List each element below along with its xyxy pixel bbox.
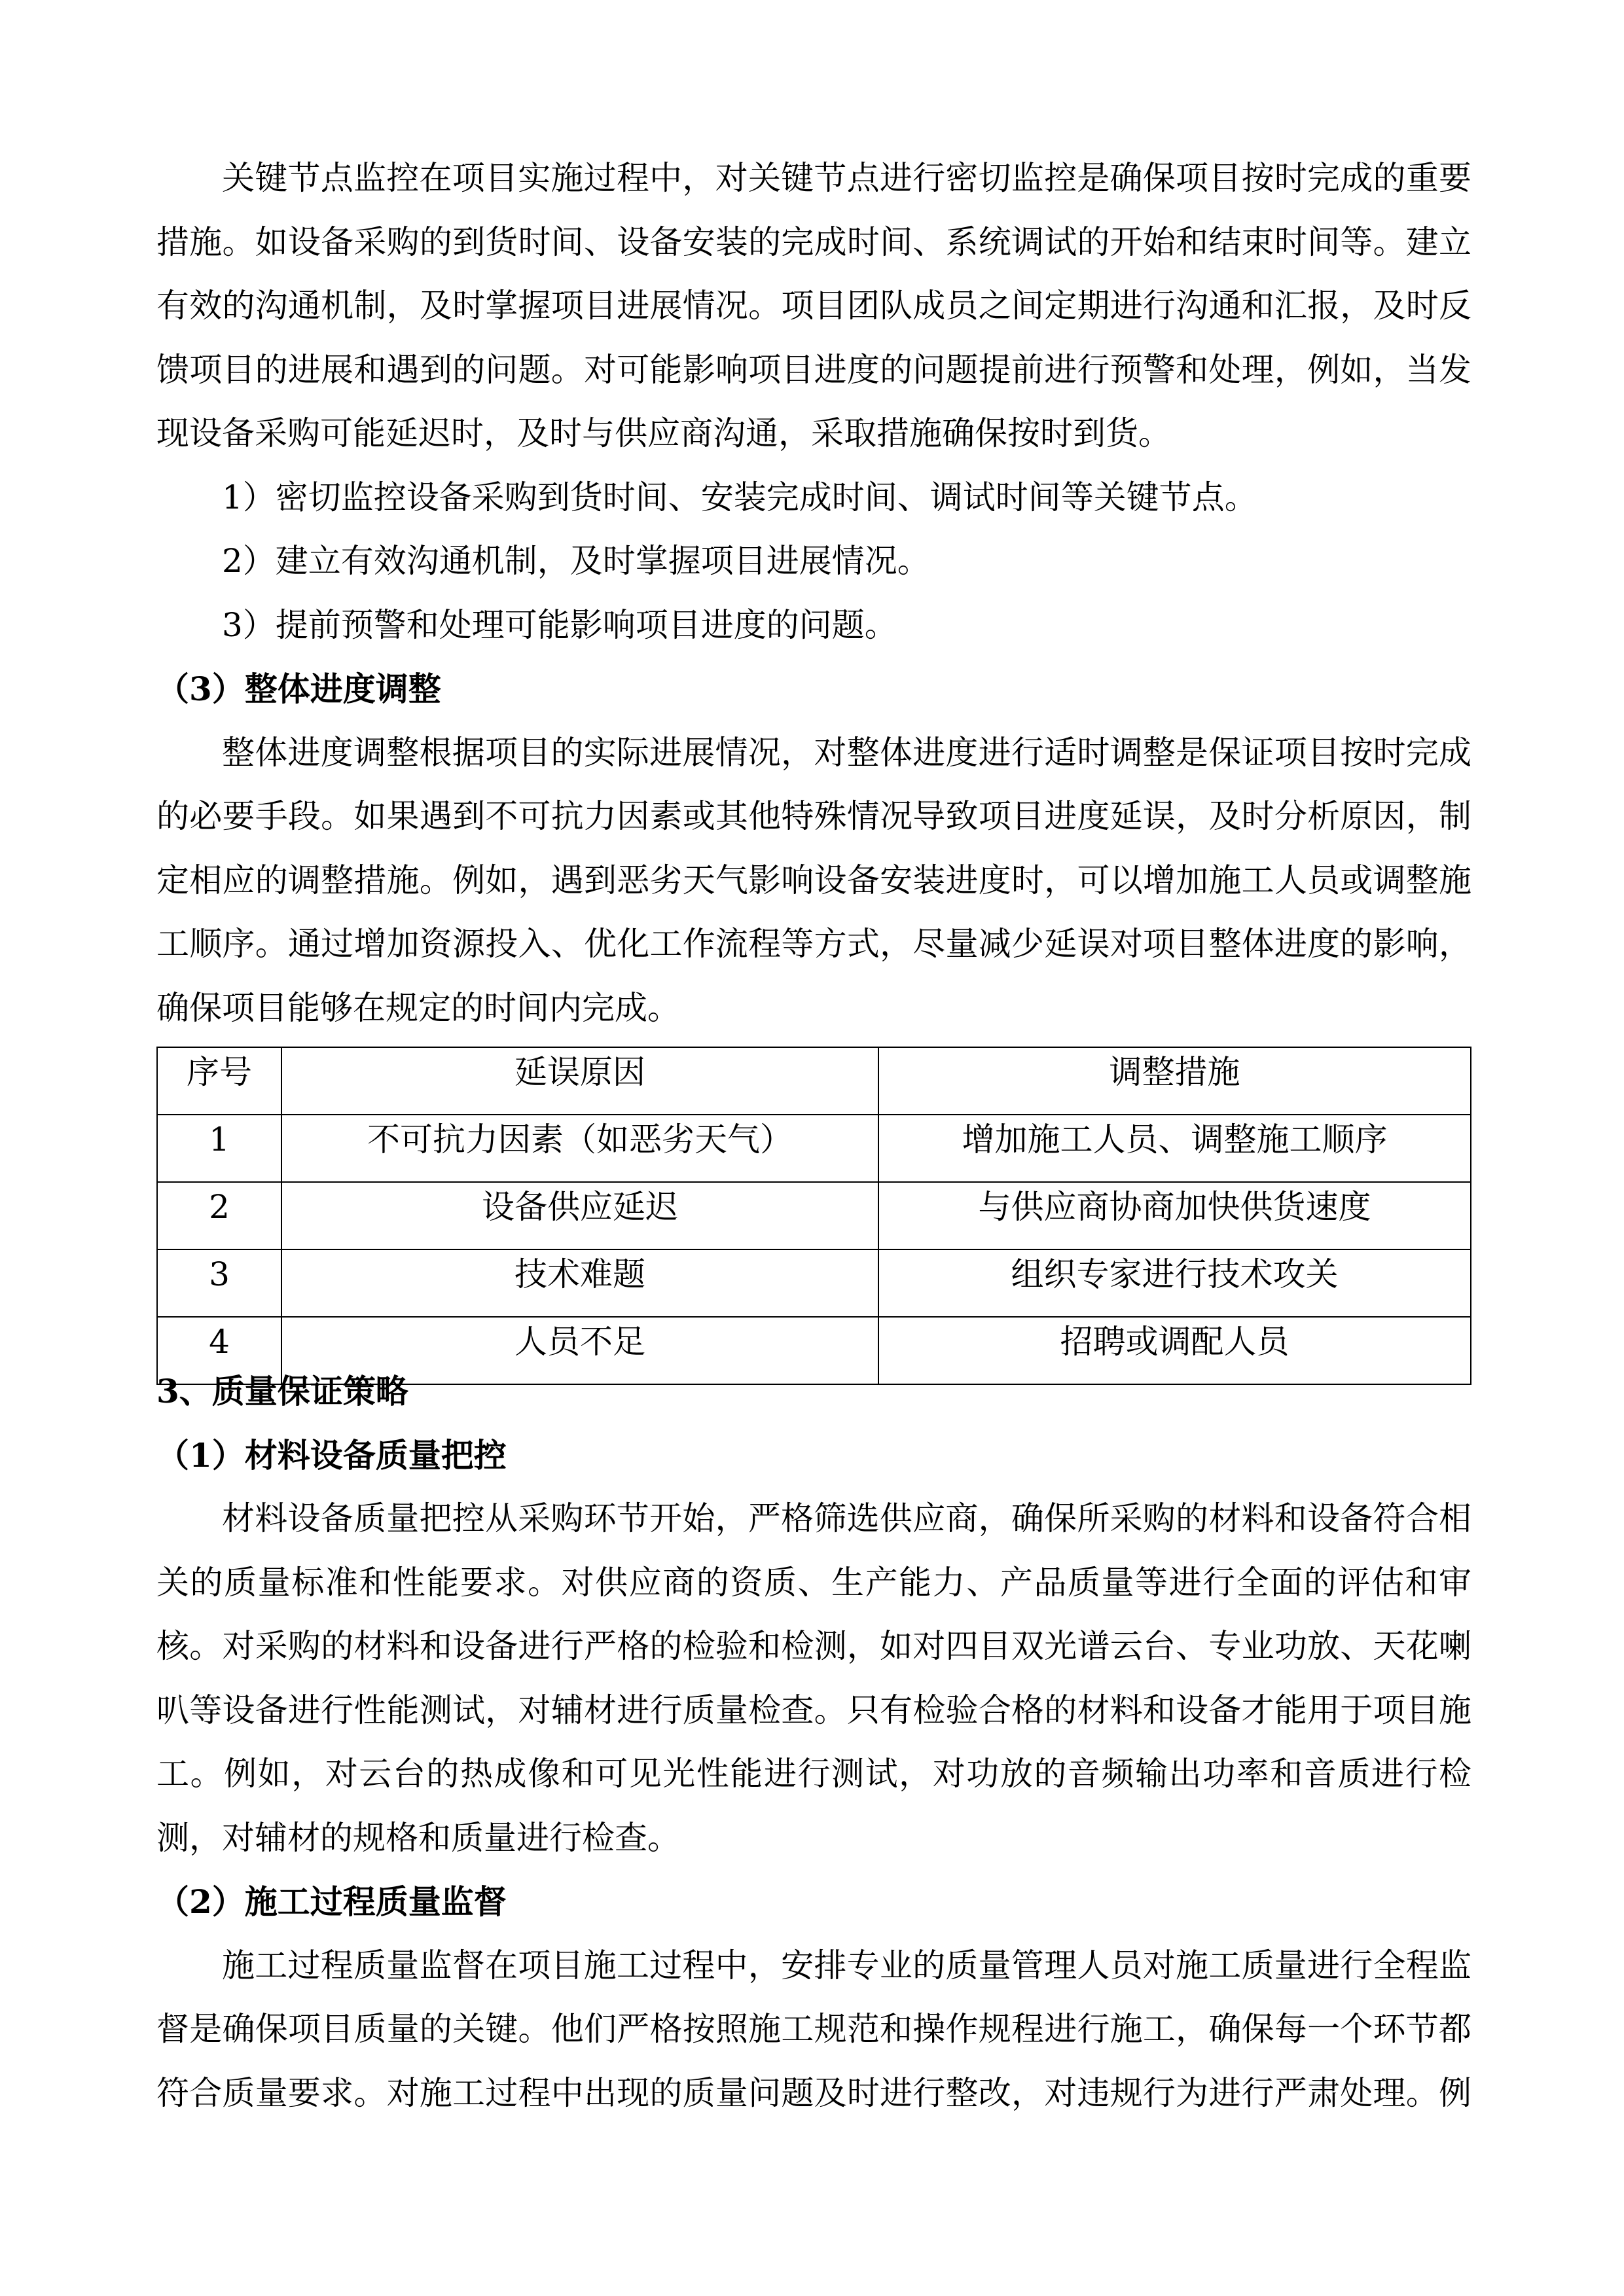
cell-index: 4 [157, 1317, 281, 1384]
section-heading: （1）材料设备质量把控 [156, 1435, 507, 1475]
text-line: 督是确保项目质量的关键。他们严格按照施工规范和操作规程进行施工，确保每一个环节都 [156, 2010, 1471, 2048]
text-line: 材料设备质量把控从采购环节开始，严格筛选供应商，确保所采购的材料和设备符合相 [222, 1499, 1471, 1537]
header-delay-cause: 延误原因 [281, 1047, 878, 1115]
cell-cause: 技术难题 [281, 1249, 878, 1317]
text-line: 核。对采购的材料和设备进行严格的检验和检测，如对四目双光谱云台、专业功放、天花喇 [156, 1627, 1471, 1665]
section-heading: （2）施工过程质量监督 [156, 1882, 507, 1921]
text-line: 3）提前预警和处理可能影响项目进度的问题。 [222, 605, 897, 644]
text-line: 馈项目的进展和遇到的问题。对可能影响项目进度的问题提前进行预警和处理，例如，当发 [156, 350, 1471, 389]
cell-measure: 与供应商协商加快供货速度 [878, 1182, 1471, 1249]
section-heading: 3、质量保证策略 [156, 1372, 408, 1410]
text-line: 定相应的调整措施。例如，遇到恶劣天气影响设备安装进度时，可以增加施工人员或调整施 [156, 861, 1471, 899]
text-line: 现设备采购可能延迟时，及时与供应商沟通，采取措施确保按时到货。 [156, 414, 1171, 452]
cell-measure: 招聘或调配人员 [878, 1317, 1471, 1384]
cell-cause: 不可抗力因素（如恶劣天气） [281, 1115, 878, 1182]
text-line: 施工过程质量监督在项目施工过程中，安排专业的质量管理人员对施工质量进行全程监 [222, 1946, 1471, 1984]
cell-cause: 设备供应延迟 [281, 1182, 878, 1249]
table-row [157, 1115, 1471, 1182]
table-row [157, 1182, 1471, 1249]
text-line: 叭等设备进行性能测试，对辅材进行质量检查。只有检验合格的材料和设备才能用于项目施 [156, 1691, 1471, 1729]
text-line: 关键节点监控在项目实施过程中，对关键节点进行密切监控是确保项目按时完成的重要 [222, 159, 1471, 197]
cell-index: 2 [157, 1182, 281, 1249]
text-line: 整体进度调整根据项目的实际进展情况，对整体进度进行适时调整是保证项目按时完成 [222, 733, 1471, 772]
cell-index: 3 [157, 1249, 281, 1317]
table-row [157, 1249, 1471, 1317]
text-line: 1）密切监控设备采购到货时间、安装完成时间、调试时间等关键节点。 [222, 478, 1257, 516]
text-line: 工顺序。通过增加资源投入、优化工作流程等方式，尽量减少延误对项目整体进度的影响， [156, 925, 1471, 963]
text-line: 2）建立有效沟通机制，及时掌握项目进展情况。 [222, 542, 930, 580]
header-measure: 调整措施 [878, 1047, 1471, 1115]
cell-index: 1 [157, 1115, 281, 1182]
text-line: 关的质量标准和性能要求。对供应商的资质、生产能力、产品质量等进行全面的评估和审 [156, 1563, 1471, 1602]
section-schedule-control [156, 147, 1471, 1040]
cell-measure: 增加施工人员、调整施工顺序 [878, 1115, 1471, 1182]
text-line: 测，对辅材的规格和质量进行检查。 [156, 1818, 680, 1857]
text-line: 措施。如设备采购的到货时间、设备安装的完成时间、系统调试的开始和结束时间等。建立 [156, 223, 1471, 261]
header-index: 序号 [157, 1047, 281, 1115]
section-quality-assurance [156, 1359, 1471, 2125]
text-line: 符合质量要求。对施工过程中出现的质量问题及时进行整改，对违规行为进行严肃处理。例 [156, 2073, 1471, 2112]
text-line: 的必要手段。如果遇到不可抗力因素或其他特殊情况导致项目进度延误，及时分析原因，制 [156, 797, 1471, 835]
text-line: 有效的沟通机制，及时掌握项目进展情况。项目团队成员之间定期进行沟通和汇报，及时反 [156, 287, 1471, 325]
text-line: 确保项目能够在规定的时间内完成。 [156, 988, 680, 1027]
text-line: 工。例如，对云台的热成像和可见光性能进行测试，对功放的音频输出功率和音质进行检 [156, 1755, 1471, 1793]
section-heading: （3）整体进度调整 [156, 670, 441, 708]
table-header-row [157, 1047, 1471, 1115]
cell-measure: 组织专家进行技术攻关 [878, 1249, 1471, 1317]
delay-adjustment-table [156, 1047, 1471, 1385]
cell-cause: 人员不足 [281, 1317, 878, 1384]
